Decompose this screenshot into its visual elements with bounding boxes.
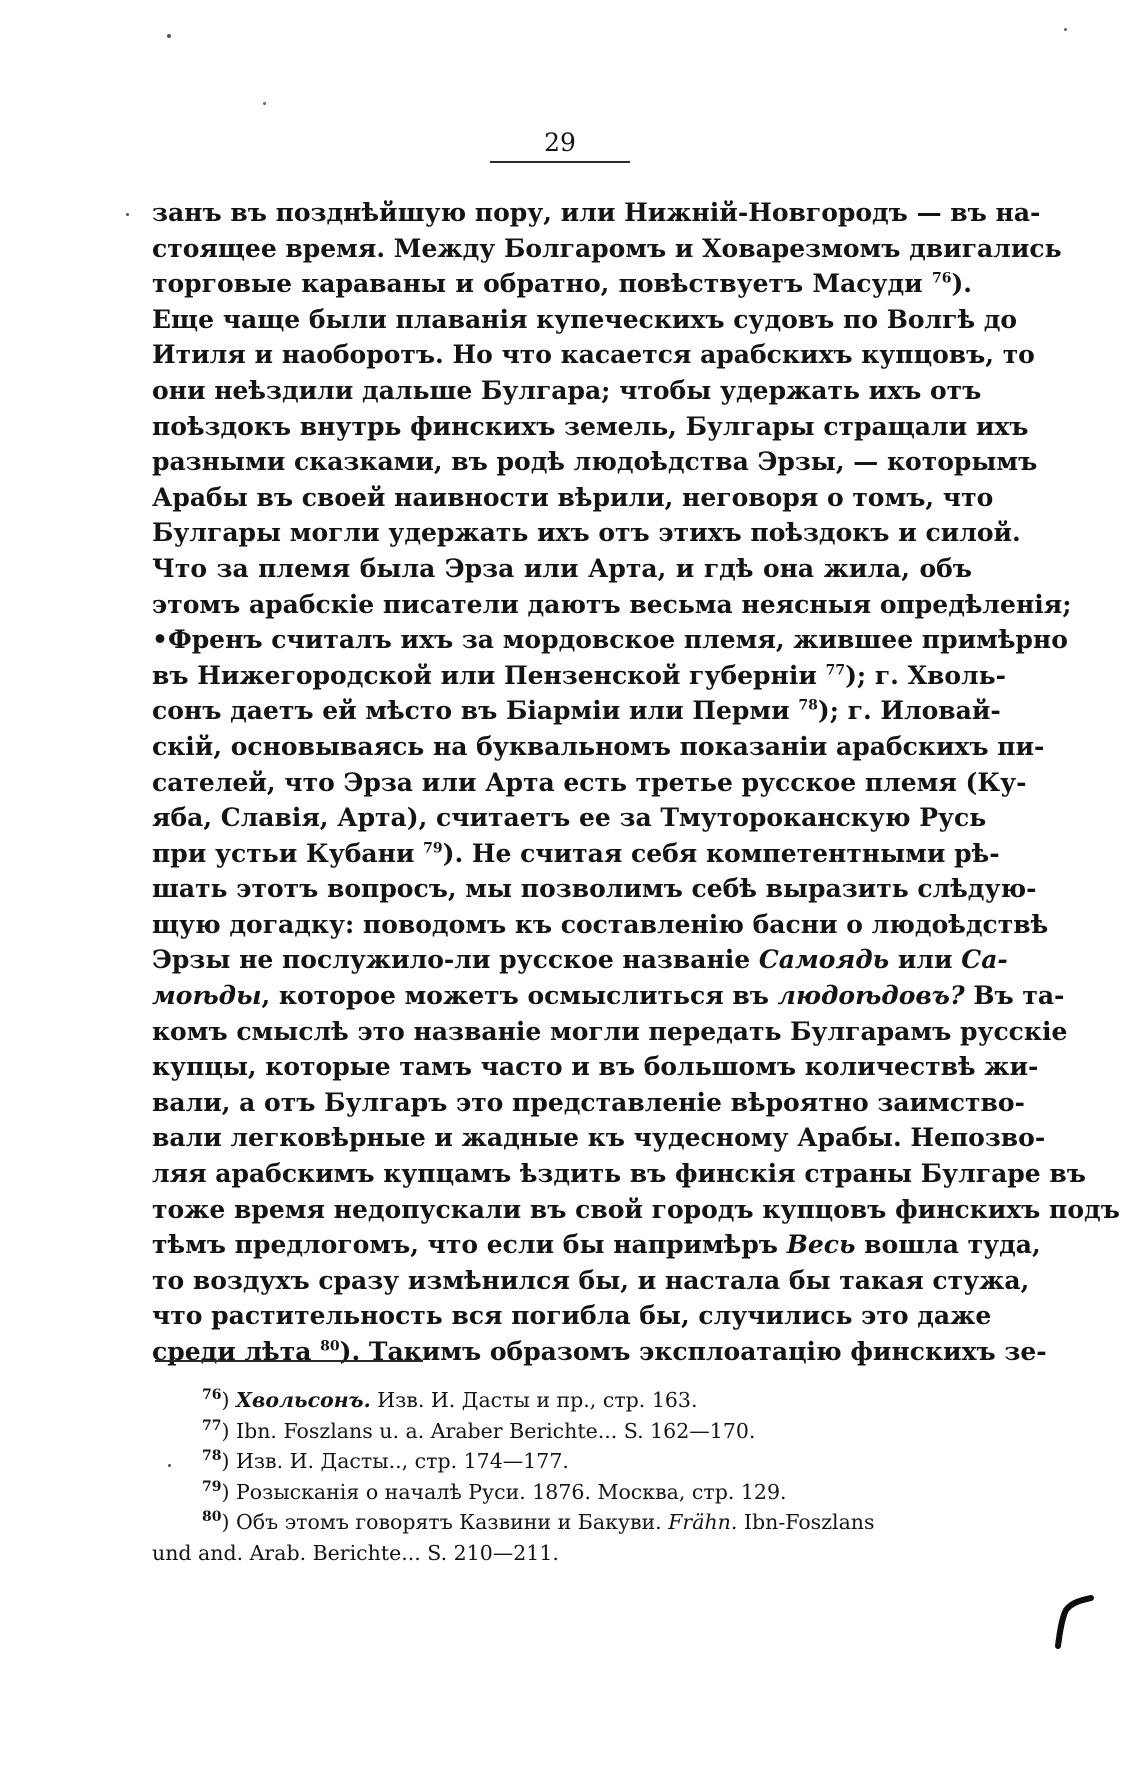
text-line: что растительность вся погибла бы, случились это даже — [152, 1301, 992, 1331]
text-line: среди лѣта $^{80}$). Такимъ образомъ эксплоатацію финскихъ зе- — [152, 1337, 1047, 1366]
text-line: вали легковѣрные и жадные къ чудесному Арабы. Непозво- — [152, 1123, 1046, 1153]
print-speck — [167, 34, 171, 38]
text-line: •Френъ считалъ ихъ за мордовское племя, жившее примѣрно — [152, 625, 1068, 655]
text-line: торговые караваны и обратно, повѣствуетъ Масуди $^{76}$). — [152, 269, 972, 299]
text-line: яба, Славія, Арта), считаетъ ее за Тмутороканскую Русь — [152, 803, 987, 833]
text-line: то воздухъ сразу измѣнился бы, и настала бы такая стужа, — [152, 1265, 1030, 1295]
text-line: Булгары могли удержать ихъ отъ этихъ поѣздокъ и силой. — [152, 518, 1021, 548]
text-line: ляя арабскимъ купцамъ ѣздить въ финскія страны Булгаре въ — [152, 1159, 1086, 1189]
text-line: Эрзы не послужило-ли русское названіе Самоядь или Са- — [152, 945, 1008, 975]
text-line: комъ смыслѣ это названіе могли передать Булгарамъ русскіе — [152, 1016, 1068, 1046]
text-line: Еще чаще были плаванія купеческихъ судовъ по Волгѣ до — [152, 304, 1018, 334]
footnote-line: $^{76}$) Хвольсонъ. Изв. И. Дасты и пр., стр. 163. — [202, 1387, 698, 1412]
footnotes — [152, 1385, 972, 1568]
text-line: Арабы въ своей наивности вѣрили, неговоря о томъ, что — [152, 482, 994, 512]
ink-stroke-mark — [1054, 1590, 1094, 1650]
text-line: скій, основываясь на буквальномъ показаніи арабскихъ пи- — [152, 731, 1045, 761]
page-number: 29 — [490, 128, 630, 163]
text-line: сонъ даетъ ей мѣсто въ Біарміи или Перми $^{78}$); г. Иловай- — [152, 696, 1001, 726]
text-line: стоящее время. Между Болгаромъ и Ховарезмомъ двигались — [152, 233, 1062, 263]
text-line: этомъ арабскіе писатели даютъ весьма неясныя опредѣленія; — [152, 589, 1072, 619]
text-line: разными сказками, въ родѣ людоѣдства Эрзы, — которымъ — [152, 447, 1038, 477]
print-speck — [263, 102, 266, 105]
text-line: поѣздокъ внутрь финскихъ земель, Булгары стращали ихъ — [152, 411, 1029, 441]
text-line: моѣды, которое можетъ осмыслиться въ людоѣдовъ? Въ та- — [152, 981, 1065, 1011]
text-line: въ Нижегородской или Пензенской губерніи $^{77}$); г. Хволь- — [152, 660, 1006, 690]
footnote-divider — [155, 1360, 423, 1362]
footnote-line: $^{80}$) Объ этомъ говорятъ Казвини и Бакуви. Frähn. Ibn-Foszlans — [202, 1509, 875, 1534]
text-line: вали, а отъ Булгаръ это представленіе вѣроятно заимство- — [152, 1087, 1025, 1117]
text-line: тоже время недопускали въ свой городъ купцовъ финскихъ подъ — [152, 1194, 1120, 1224]
text-line: купцы, которые тамъ часто и въ большомъ количествѣ жи- — [152, 1052, 1039, 1082]
print-speck — [1064, 28, 1067, 31]
text-line: щую догадку: поводомъ къ составленію басни о людоѣдствѣ — [152, 909, 1049, 939]
text-line: Что за племя была Эрза или Арта, и гдѣ она жила, объ — [152, 553, 972, 583]
print-speck — [168, 1464, 171, 1467]
text-line: сателей, что Эрза или Арта есть третье русское племя (Ку- — [152, 767, 1027, 797]
footnote-line: $^{79}$) Розысканія о началѣ Руси. 1876. Москва, стр. 129. — [202, 1478, 787, 1504]
text-line: тѣмъ предлогомъ, что если бы напримѣръ Весь вошла туда, — [152, 1230, 1041, 1260]
print-speck — [126, 213, 129, 216]
text-line: они неѣздили дальше Булгара; чтобы удержать ихъ отъ — [152, 375, 982, 405]
text-line: занъ въ позднѣйшую пору, или Нижній-Новгородъ — въ на- — [152, 198, 1041, 227]
footnote-line: $^{78}$) Изв. И. Дасты.., стр. 174—177. — [202, 1448, 569, 1473]
text-line: Итиля и наоборотъ. Но что касается арабскихъ купцовъ, то — [152, 340, 1035, 370]
footnote-line: $^{77}$) Ibn. Foszlans u. a. Araber Berichte... S. 162—170. — [202, 1417, 756, 1443]
main-text — [152, 195, 1120, 1370]
text-line: шать этотъ вопросъ, мы позволимъ себѣ выразить слѣдую- — [152, 874, 1037, 904]
text-line: при устьи Кубани $^{79}$). Не считая себя компетентными рѣ- — [152, 838, 1000, 868]
footnote-line: und and. Arab. Berichte... S. 210—211. — [152, 1540, 559, 1565]
